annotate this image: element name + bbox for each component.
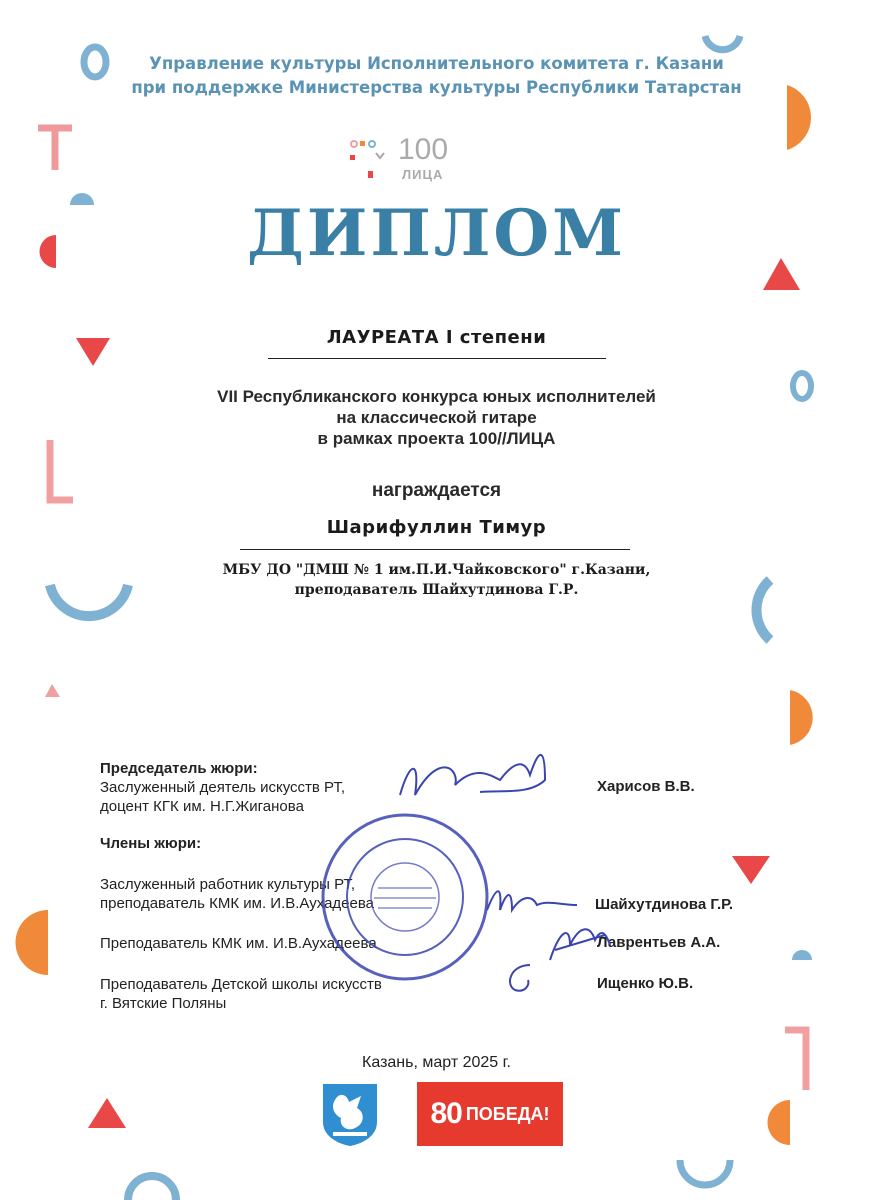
official-stamp: [318, 810, 493, 985]
decor-bar-red: [38, 128, 72, 170]
signature-member-2: [540, 920, 620, 970]
kazan-coat-of-arms: [321, 1082, 379, 1148]
victory-number: 80: [430, 1097, 462, 1130]
degree-underline: [268, 358, 606, 359]
contest-line-2: на классической гитаре: [336, 408, 537, 427]
jury-chair: [100, 759, 345, 816]
logo-word: ЛИЦА: [402, 167, 444, 182]
jury-chair-role-2: доцент КГК им. Н.Г.Жиганова: [100, 798, 304, 815]
jury-member-name: Шайхутдинова Г.Р.: [595, 896, 734, 913]
jury-members-heading: Члены жюри:: [100, 835, 202, 852]
city-date: Казань, март 2025 г.: [362, 1054, 511, 1071]
decor-triangle-red-right2: [732, 856, 770, 884]
organizer-header: [0, 52, 873, 100]
decor-triangle-red-bottom: [88, 1098, 126, 1128]
school-line-2: преподаватель Шайхутдинова Г.Р.: [294, 582, 579, 598]
decor-arc-blue-top: [705, 36, 740, 50]
jury-member-role: Преподаватель КМК им. И.В.Аухадеева: [100, 935, 377, 952]
victory-80-badge: [417, 1082, 563, 1146]
victory-word: ПОБЕДА!: [465, 1103, 550, 1124]
contest-line-1: VII Республиканского конкурса юных исполнителей: [217, 387, 656, 406]
recipient-underline: [240, 549, 630, 550]
jury-member-role: Преподаватель Детской школы искусств г. Вятские Поляны: [100, 976, 382, 1012]
school-line-1: МБУ ДО "ДМШ № 1 им.П.И.Чайковского" г.Казани,: [222, 562, 651, 578]
project-logo-mark: [346, 135, 396, 185]
decor-arc-blue-bottom-right: [680, 1160, 730, 1185]
awarded-label: награждается: [371, 480, 502, 501]
logo-number: 100: [398, 133, 449, 166]
decor-half-disc-orange: [16, 910, 49, 975]
recipient-school: [0, 560, 873, 600]
jury-member-name: Ищенко Ю.В.: [597, 975, 694, 992]
decor-half-disc-orange-bottom: [768, 1100, 791, 1145]
jury-member-role: Заслуженный работник культуры РТ, преподаватель КМК им. И.В.Аухадеева: [100, 876, 375, 912]
decor-half-disc-orange-right: [790, 690, 813, 745]
jury-chair-name: Харисов В.В.: [597, 778, 695, 795]
contest-description: [0, 386, 873, 449]
decor-arc-blue-bottom: [128, 1176, 176, 1200]
diploma-degree: ЛАУРЕАТА I степени: [326, 327, 547, 348]
contest-line-3: в рамках проекта 100//ЛИЦА: [317, 429, 556, 448]
signature-member-1: [482, 880, 582, 920]
jury-chair-heading: Председатель жюри:: [100, 760, 258, 777]
jury-member-name: Лаврентьев А.А.: [597, 934, 721, 951]
signature-member-3: [500, 955, 540, 995]
diploma-title: ДИПЛОМ: [247, 196, 626, 271]
decor-triangle-pink: [45, 684, 60, 697]
organizer-line-2: при поддержке Министерства культуры Республики Татарстан: [131, 78, 742, 97]
decor-half-circle-blue-right: [792, 950, 812, 960]
jury-chair-role-1: Заслуженный деятель искусств РТ,: [100, 779, 346, 796]
organizer-line-1: Управление культуры Исполнительного комитета г. Казани: [149, 54, 724, 73]
signature-chair: [380, 740, 560, 810]
recipient-name: Шарифуллин Тимур: [326, 517, 547, 538]
